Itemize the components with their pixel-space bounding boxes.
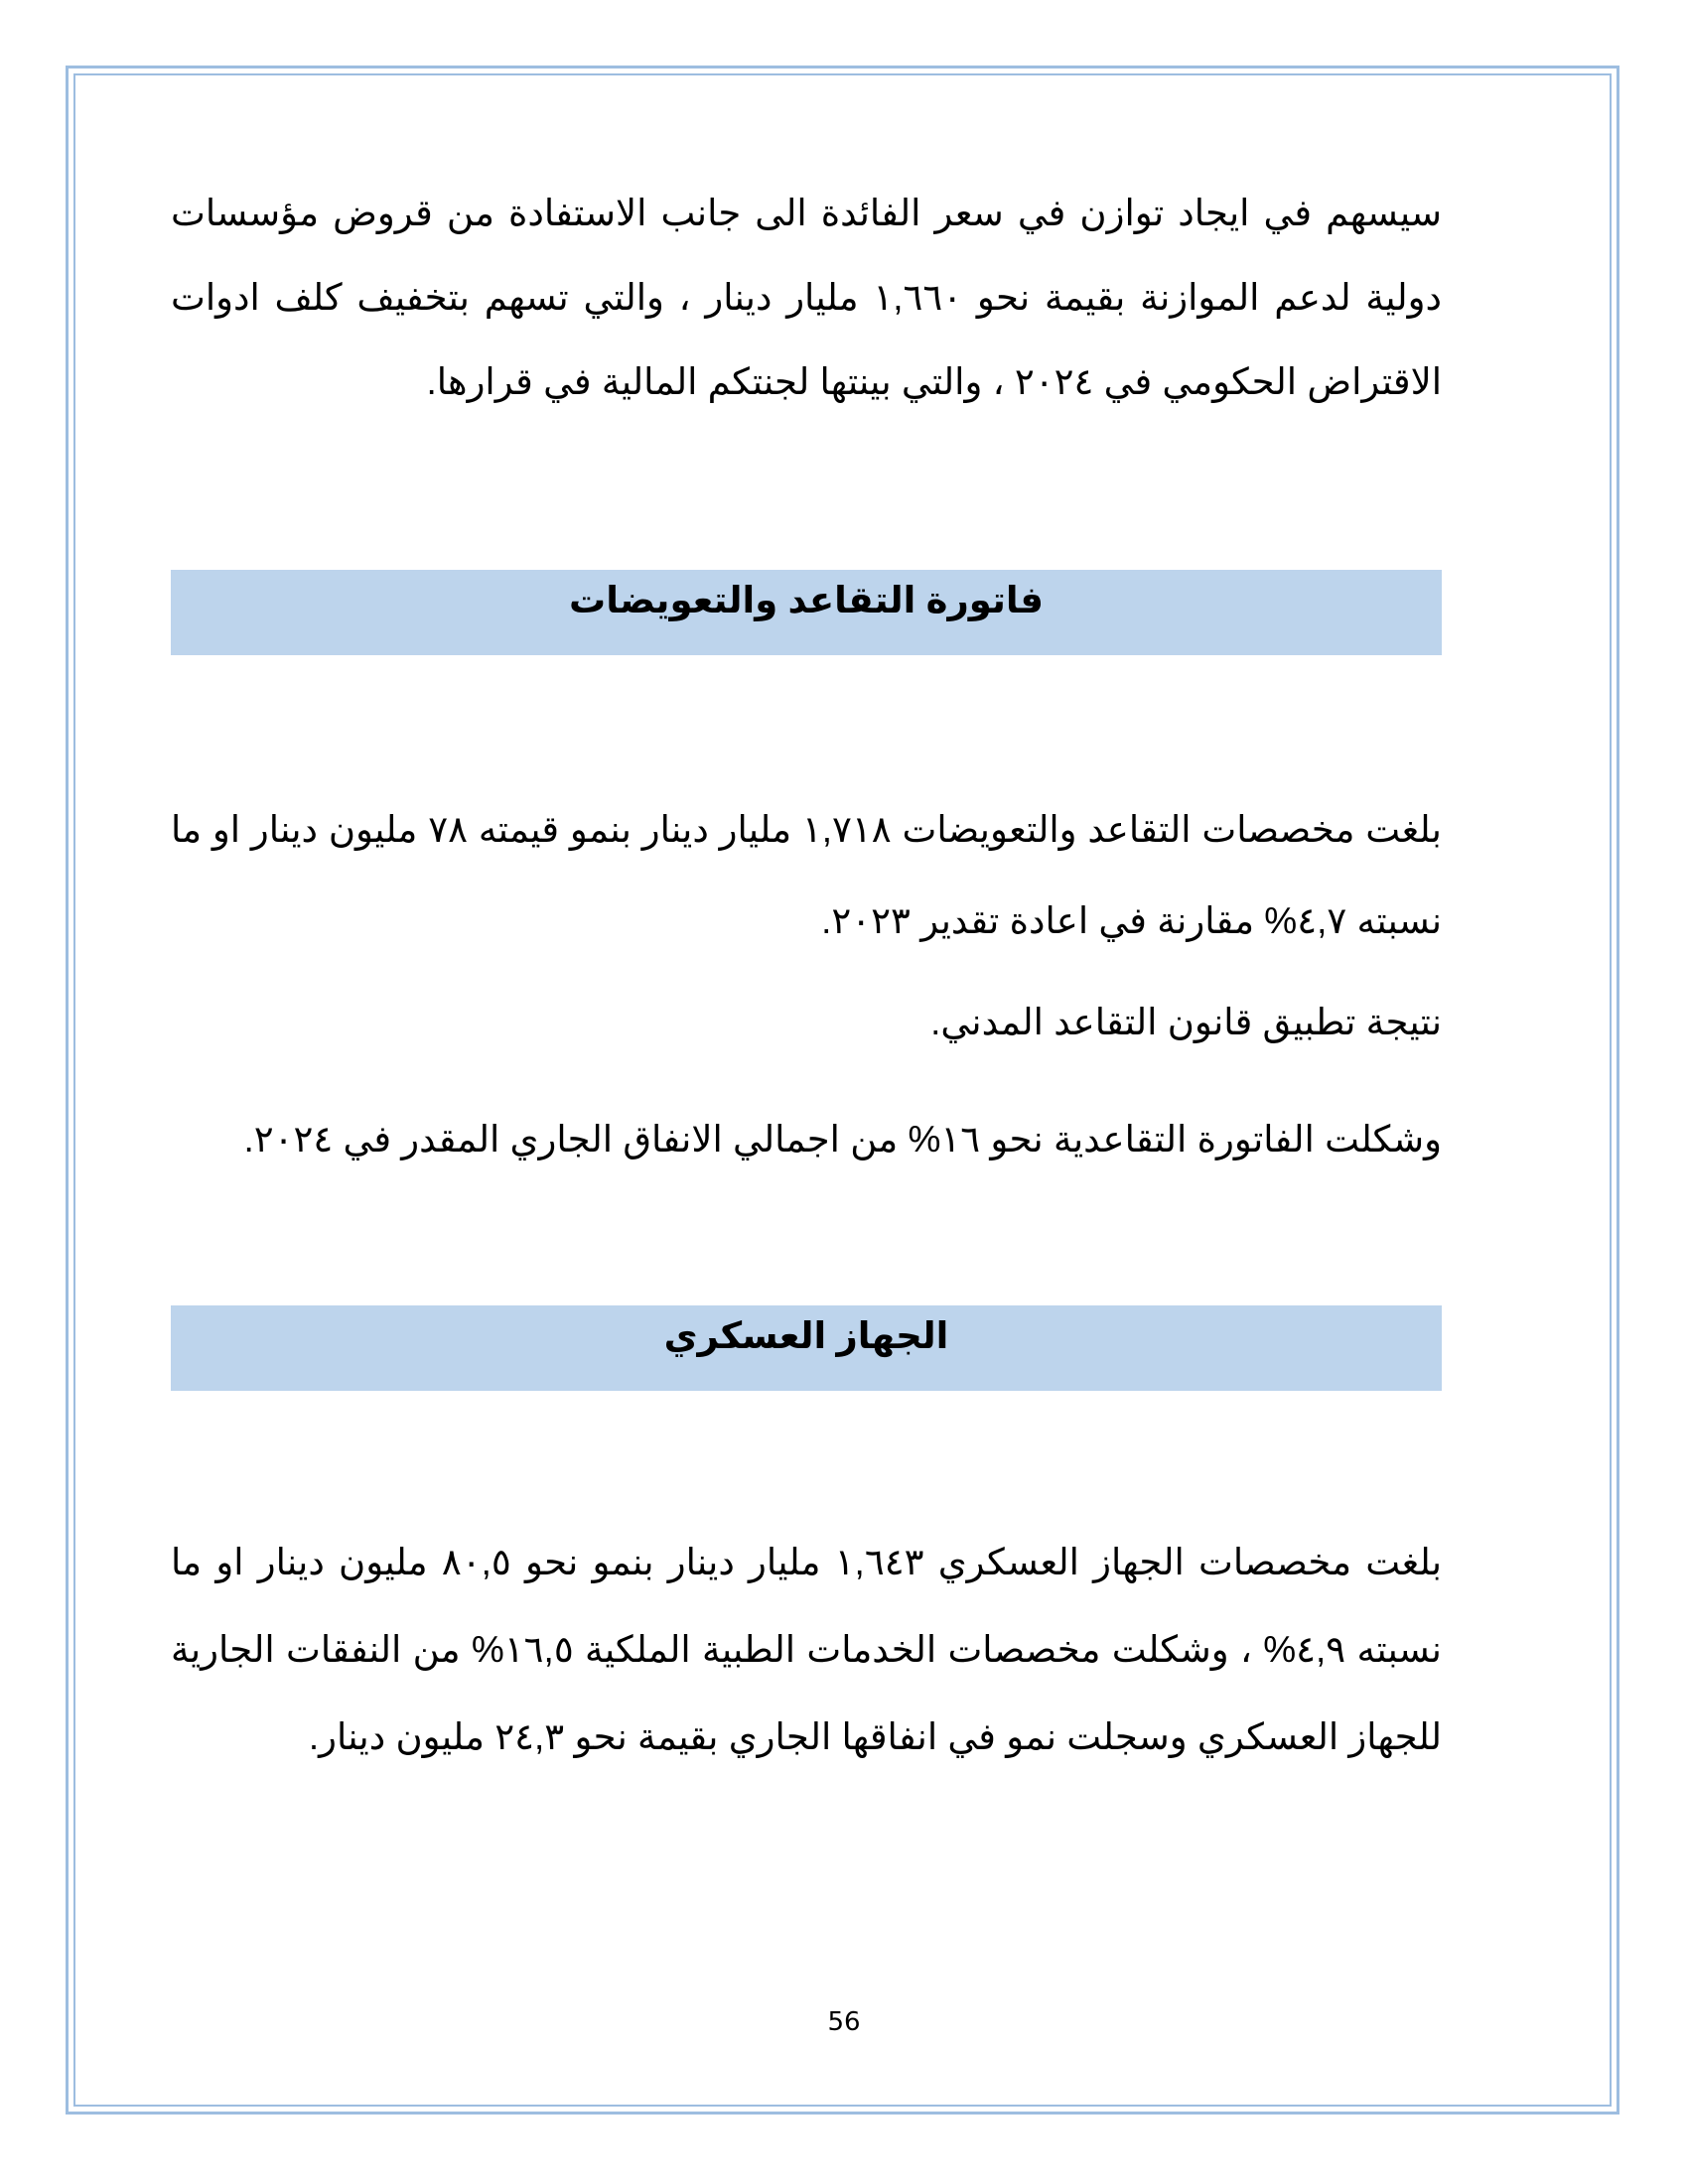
retirement-result-paragraph: نتيجة تطبيق قانون التقاعد المدني. <box>930 1002 1442 1042</box>
retirement-allocations-paragraph: بلغت مخصصات التقاعد والتعويضات ١,٧١٨ مليار دينار بنمو قيمته ٧٨ مليون دينار او ما نسبته ٤,٧% مقارنة في اعادة تقدير ٢٠٢٣. <box>171 809 1442 941</box>
intro-paragraph: سيسهم في ايجاد توازن في سعر الفائدة الى جانب الاستفادة من قروض مؤسسات دولية لدعم الموازنة بقيمة نحو ١,٦٦٠ مليار دينار ، والتي تسهم بتخفيف كلف ادوات الاقتراض الحكومي في ٢٠٢٤ ، والتي بينتها لجنتكم المالية في قرارها. <box>171 193 1442 402</box>
section-heading-retirement: فاتورة التقاعد والتعويضات <box>171 570 1442 655</box>
page-number: 56 <box>827 2007 861 2037</box>
retirement-share-paragraph: وشكلت الفاتورة التقاعدية نحو ١٦% من اجمالي الانفاق الجاري المقدر في ٢٠٢٤. <box>243 1119 1442 1160</box>
military-allocations-paragraph: بلغت مخصصات الجهاز العسكري ١,٦٤٣ مليار دينار بنمو نحو ٨٠,٥ مليون دينار او ما نسبته ٤,٩% ، وشكلت مخصصات الخدمات الطبية الملكية ١٦,٥% من النفقات الجارية للجهاز العسكري وسجلت نمو في انفاقها الجاري بقيمة نحو ٢٤,٣ مليون دينار. <box>171 1542 1442 1757</box>
section-heading-military: الجهاز العسكري <box>171 1305 1442 1391</box>
